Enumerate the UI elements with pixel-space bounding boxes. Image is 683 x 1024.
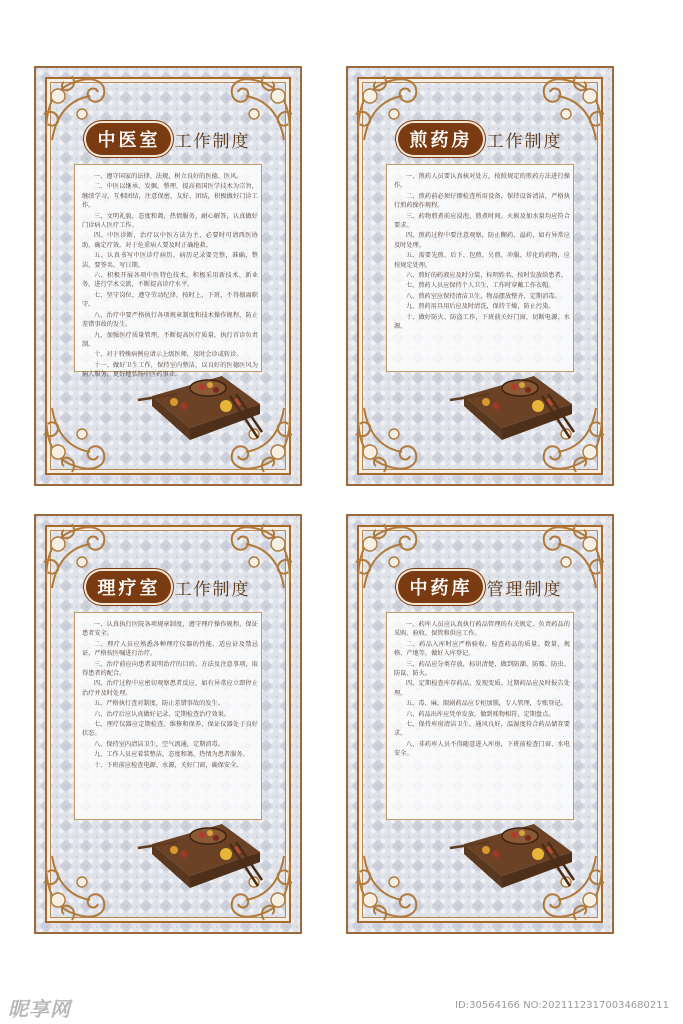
herb-tray-icon xyxy=(134,366,264,444)
regulation-body xyxy=(82,172,258,381)
regulation-line: 三、文明礼貌，态度和蔼，热情服务，耐心解答，认真做好门诊病人医疗工作。 xyxy=(82,212,258,230)
regulation-line: 二、理疗人员应熟悉各种理疗仪器的性能、适应证及禁忌证，严格按医嘱进行治疗。 xyxy=(82,640,258,658)
regulation-poster xyxy=(34,514,302,934)
regulation-line: 六、积极开展各项中医特色技术，积极采用新技术、新业务，进行学术交流，不断提高诊疗水平。 xyxy=(82,272,258,289)
regulation-line: 十、做好防火、防盗工作，下班前关好门窗，切断电源、水源。 xyxy=(394,313,570,331)
ornament-corner-icon xyxy=(354,404,424,478)
title-suffix: 工作制度 xyxy=(486,131,563,152)
regulation-line: 一、遵守国家的法律、法规，树立良好的医德、医风。 xyxy=(94,173,243,180)
ornament-corner-icon xyxy=(42,852,112,926)
ornament-corner-icon xyxy=(42,404,112,478)
regulation-line: 五、严格执行查对制度，防止差错事故的发生。 xyxy=(94,700,224,708)
regulation-line: 二、煎药前必须仔细检查所用设备，保持设备清洁，严格执行煎药操作规程。 xyxy=(394,192,570,210)
regulation-line: 六、煎好的药液应及时分装，标明姓名，按时发放给患者。 xyxy=(406,272,567,280)
regulation-line: 九、煎药用具用后应及时清洗，保持干燥，防止污染。 xyxy=(406,303,555,311)
regulation-line: 三、药品应分类存放，标识清楚，做到防潮、防霉、防虫、防鼠、防火。 xyxy=(394,660,570,678)
regulation-line: 一、煎药人员要认真核对处方，按照规定的煎药方法进行操作。 xyxy=(394,173,570,190)
regulation-line: 九、加强医疗质量管理，不断提高医疗质量，执行首诊负责制。 xyxy=(82,331,258,348)
watermark-logo: 昵享网 xyxy=(8,997,71,1021)
poster-title xyxy=(348,568,612,606)
title-highlight: 中药库 xyxy=(398,571,483,603)
regulation-line: 五、认真书写中医诊疗病历，病历记录要完整，准确，整洁，要签名、写日期。 xyxy=(82,252,258,269)
regulation-body xyxy=(394,620,570,760)
herb-tray-icon xyxy=(134,814,264,892)
regulation-line: 十、对于特殊病例应请示上级医师，及时会诊或转诊。 xyxy=(94,351,243,359)
regulation-line: 四、定期检查库存药品，发现变质、过期药品应及时报告处理。 xyxy=(394,680,570,697)
regulation-line: 八、非药库人员不得随意进入库房，下班前检查门窗、水电安全。 xyxy=(394,740,570,758)
regulation-line: 九、工作人员应着装整洁，态度和蔼，热情为患者服务。 xyxy=(94,751,249,759)
regulation-line: 十、下班前应检查电源、水源，关好门窗，确保安全。 xyxy=(94,761,243,769)
regulation-line: 七、煎药人员应保持个人卫生，工作时穿戴工作衣帽。 xyxy=(406,282,555,290)
poster-title xyxy=(348,120,612,158)
regulation-line: 三、药物煎煮前应浸泡，煎煮时间、火候及加水量均应符合要求。 xyxy=(394,212,570,230)
regulation-body xyxy=(394,172,570,333)
regulation-line: 四、中医诊断，治疗以中医方法为主，必要时可请西医协助，确定疗效。对于危重病人要及时正确抢救。 xyxy=(82,232,258,249)
regulation-line: 一、认真执行医院各项规章制度，遵守理疗操作规程，保证患者安全。 xyxy=(82,621,258,638)
poster-title xyxy=(36,120,300,158)
regulation-line: 八、保持室内清洁卫生，空气流通，定期消毒。 xyxy=(94,740,224,748)
regulation-line: 八、治疗中要严格执行各项规章制度和技术操作规程，防止差错事故的发生。 xyxy=(82,311,258,329)
regulation-line: 三、治疗前应向患者说明治疗的目的、方法及注意事项，取得患者的配合。 xyxy=(82,660,258,678)
regulation-line: 二、药品入库时应严格验收，检查药品的质量、数量、规格、产地等，做好入库登记。 xyxy=(394,640,570,658)
watermark-id: ID:30564166 NO:20211123170034680211 xyxy=(455,1000,669,1011)
poster-title xyxy=(36,568,300,606)
regulation-poster xyxy=(34,66,302,486)
regulation-line: 五、需要先煎、后下、包煎、另煎、冲服、烊化的药物，应按规定处理。 xyxy=(394,252,570,269)
ornament-corner-icon xyxy=(354,852,424,926)
regulation-line: 七、保持库房清洁卫生，通风良好，温湿度符合药品储存要求。 xyxy=(394,721,570,738)
regulation-line: 七、坚守岗位，遵守劳动纪律，按时上、下班，不得擅离职守。 xyxy=(82,291,258,309)
title-highlight: 理疗室 xyxy=(86,571,171,603)
regulation-line: 七、理疗仪器应定期检查、维修和保养，保证仪器处于良好状态。 xyxy=(82,721,258,738)
regulation-body xyxy=(82,620,258,771)
regulation-line: 六、治疗后应认真做好记录，定期检查治疗效果。 xyxy=(94,710,231,718)
regulation-line: 八、煎药室应保持清洁卫生，物品摆放整齐，定期消毒。 xyxy=(406,292,561,300)
regulation-line: 十一、做好卫生工作，保持室内整洁，以良好的医德医风为病人服务，更好地弘扬中医药事业。 xyxy=(82,361,258,379)
regulation-poster xyxy=(346,66,614,486)
herb-tray-icon xyxy=(446,814,576,892)
regulation-line: 六、药品出库应凭单发放，做到账物相符，定期盘点。 xyxy=(406,710,555,718)
title-suffix: 工作制度 xyxy=(174,131,251,152)
regulation-line: 五、毒、麻、限剧药品应专柜加锁，专人管理，专账登记。 xyxy=(406,700,567,708)
regulation-line: 二、中医以继承、发掘、整理、提高祖国医学技术为宗旨，继续学习，互相团结，注意保密、友好、团结，积极做好门诊工作。 xyxy=(82,183,258,210)
title-suffix: 管理制度 xyxy=(486,579,563,600)
regulation-line: 四、煎药过程中要注意观察，防止糊药、溢药，如有异常应及时处理。 xyxy=(394,232,570,249)
regulation-line: 四、治疗过程中应密切观察患者反应，如有异常应立即停止治疗并及时处理。 xyxy=(82,680,258,697)
title-highlight: 中医室 xyxy=(86,123,171,155)
title-suffix: 工作制度 xyxy=(174,579,251,600)
title-highlight: 煎药房 xyxy=(398,123,483,155)
regulation-line: 一、药库人员应认真执行药品管理的有关规定，负责药品的采购、验收、保管和供应工作。 xyxy=(394,621,570,638)
regulation-poster xyxy=(346,514,614,934)
herb-tray-icon xyxy=(446,366,576,444)
